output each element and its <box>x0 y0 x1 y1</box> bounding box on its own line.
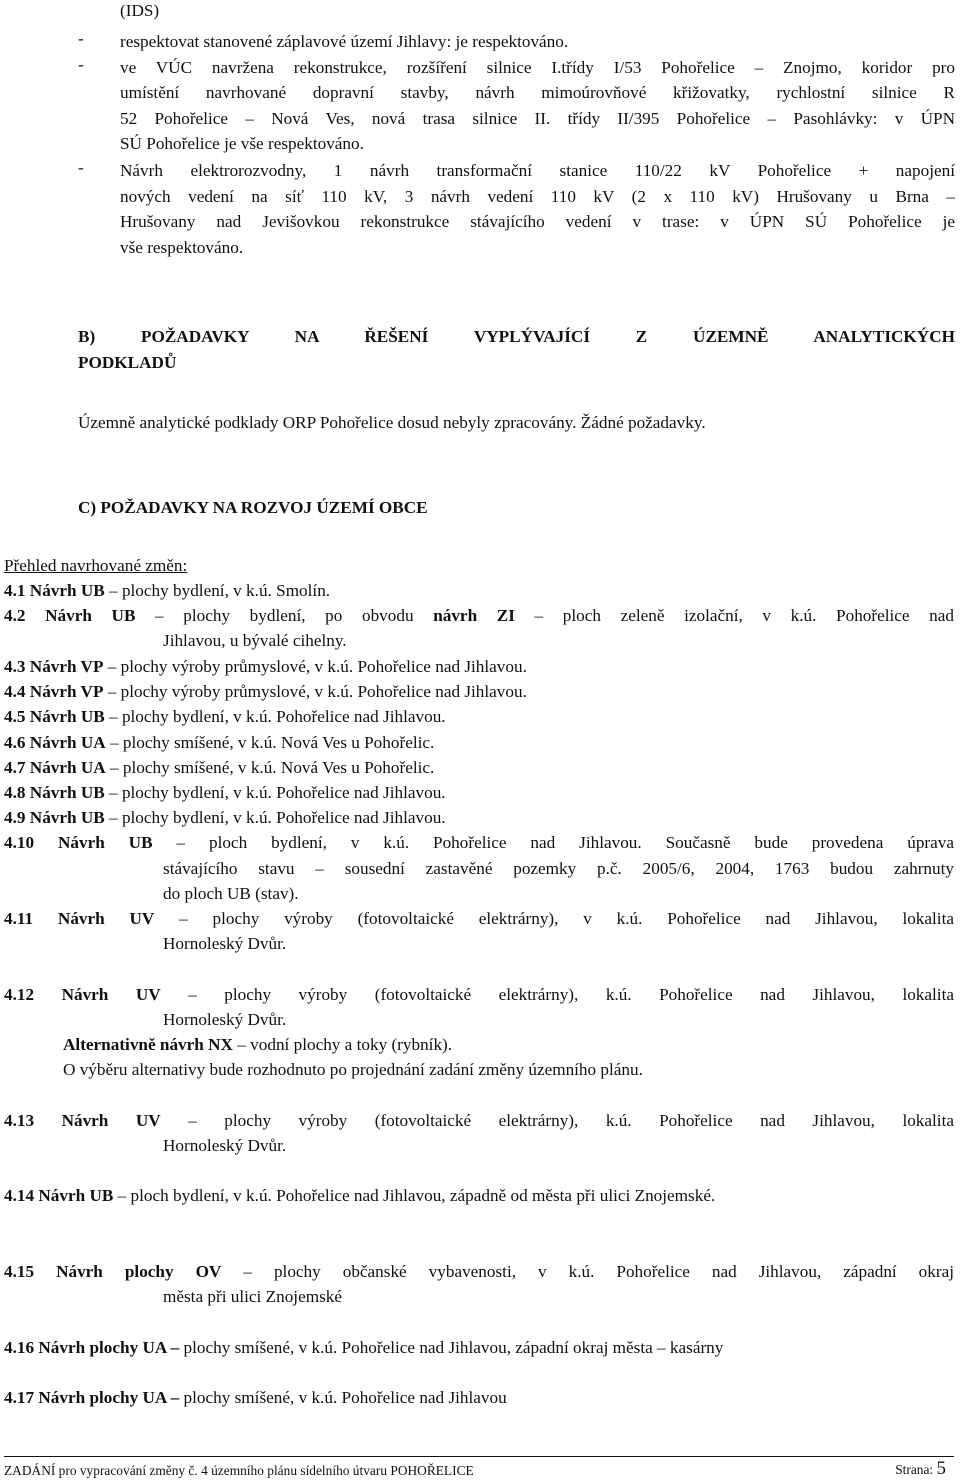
list-item-4-14 <box>4 1183 715 1208</box>
alternative-label: Alternativně návrh NX <box>63 1035 233 1054</box>
item-number: 4.14 Návrh UB <box>4 1186 114 1205</box>
list-item-4-2-cont: Jihlavou, u bývalé cihelny. <box>163 631 347 650</box>
item-number: 4.13 Návrh UV <box>4 1111 161 1130</box>
item-text: – plochy bydlení, v k.ú. Pohořelice nad Jihlavou. <box>104 707 446 726</box>
list-item-4-13-cont: Hornoleský Dvůr. <box>163 1136 287 1155</box>
list-item-4-7 <box>4 755 434 780</box>
list-item-4-16 <box>4 1335 723 1360</box>
section-b-heading-cont: PODKLADŮ <box>78 353 177 372</box>
list-item-4-10-cont-2: do ploch UB (stav). <box>163 884 299 903</box>
item-text: plochy smíšené, v k.ú. Pohořelice nad Jihlavou, západní okraj města – kasárny <box>179 1338 724 1357</box>
list-item-4-10-cont-1: stávajícího stavu – sousední zastavěné pozemky p.č. 2005/6, 2004, 1763 budou zahrnuty <box>163 859 954 878</box>
list-item-4-10 <box>4 830 954 855</box>
item-text: – plochy smíšené, v k.ú. Nová Ves u Pohořelic. <box>105 733 435 752</box>
list-item-4-6 <box>4 730 434 755</box>
footer-title: ZADÁNÍ pro vypracování změny č. 4 územního plánu sídelního útvaru POHOŘELICE <box>4 1463 474 1478</box>
item-text: – ploch bydlení, v k.ú. Pohořelice nad Jihlavou, západně od města při ulici Znojemské. <box>113 1186 716 1205</box>
list-item-4-13 <box>4 1108 954 1133</box>
list-item-4-11-cont: Hornoleský Dvůr. <box>163 934 287 953</box>
alternative-line <box>63 1032 452 1057</box>
item-number: 4.9 Návrh UB <box>4 808 105 827</box>
list-item-4-17 <box>4 1385 507 1410</box>
item-text: – plochy smíšené, v k.ú. Nová Ves u Pohořelic. <box>105 758 435 777</box>
list-item-4-11 <box>4 906 954 931</box>
section-b-text: Územně analytické podklady ORP Pohořelice dosud nebyly zpracovány. Žádné požadavky. <box>78 413 706 432</box>
bullet-power-line-2: nových vedení na síť 110 kV, 3 návrh vedení 110 kV (2 x 110 kV) Hrušovany u Brna – <box>120 187 955 206</box>
item-number: 4.15 Návrh plochy OV <box>4 1262 222 1281</box>
item-number: 4.6 Návrh UA <box>4 733 106 752</box>
item-text: – plochy výroby (fotovoltaické elektrárny), v k.ú. Pohořelice nad Jihlavou, lokalita <box>154 909 954 928</box>
item-number: 4.2 Návrh UB <box>4 606 136 625</box>
footer-rule <box>4 1456 954 1457</box>
item-text: – plochy bydlení, v k.ú. Pohořelice nad Jihlavou. <box>104 783 446 802</box>
page-number: 5 <box>936 1458 946 1479</box>
item-number: 4.7 Návrh UA <box>4 758 106 777</box>
list-item-4-8 <box>4 780 446 805</box>
item-number: 4.8 Návrh UB <box>4 783 105 802</box>
bullet-power-line-1: Návrh elektrorozvodny, 1 návrh transformační stanice 110/22 kV Pohořelice + napojení <box>120 161 955 180</box>
item-text: – ploch bydlení, v k.ú. Pohořelice nad Jihlavou. Současně bude provedena úprava <box>152 833 954 852</box>
item-number: 4.3 Návrh VP <box>4 657 104 676</box>
section-c-heading: C) POŽADAVKY NA ROZVOJ ÚZEMÍ OBCE <box>78 498 428 517</box>
bullet-dash: - <box>78 158 84 177</box>
item-text: – plochy bydlení, v k.ú. Pohořelice nad Jihlavou. <box>104 808 446 827</box>
item-text: – plochy bydlení, v k.ú. Smolín. <box>104 581 331 600</box>
bullet-floodplain: respektovat stanovené záplavové území Jihlavy: je respektováno. <box>120 32 569 51</box>
item-sub-label: návrh ZI <box>433 606 515 625</box>
item-number: 4.12 Návrh UV <box>4 985 161 1004</box>
list-item-4-4 <box>4 679 527 704</box>
item-number: 4.10 Návrh UB <box>4 833 153 852</box>
item-text: – ploch zeleně izolační, v k.ú. Pohořelice nad <box>514 606 954 625</box>
footer-page <box>895 1458 946 1480</box>
alternative-note: O výběru alternativy bude rozhodnuto po projednání zadání změny územního plánu. <box>63 1060 643 1079</box>
list-item-4-9 <box>4 805 446 830</box>
item-number: 4.4 Návrh VP <box>4 682 104 701</box>
item-number: 4.17 Návrh plochy UA – <box>4 1388 180 1407</box>
list-item-4-12-cont: Hornoleský Dvůr. <box>163 1010 287 1029</box>
list-item-4-1 <box>4 578 330 603</box>
bullet-road-line-2: umístění navrhované dopravní stavby, návrh mimoúrovňové křižovatky, rychlostní silnice R <box>120 83 955 102</box>
list-item-4-5 <box>4 704 446 729</box>
item-text: – plochy výroby (fotovoltaické elektrárny), k.ú. Pohořelice nad Jihlavou, lokalita <box>160 985 954 1004</box>
item-text: plochy smíšené, v k.ú. Pohořelice nad Jihlavou <box>179 1388 507 1407</box>
section-b-heading: B) POŽADAVKY NA ŘEŠENÍ VYPLÝVAJÍCÍ Z ÚZEMNĚ ANALYTICKÝCH <box>78 327 955 346</box>
list-item-4-15 <box>4 1259 954 1284</box>
list-item-4-12 <box>4 982 954 1007</box>
page-label: Strana: <box>895 1462 934 1477</box>
item-number: 4.11 Návrh UV <box>4 909 155 928</box>
item-number: 4.5 Návrh UB <box>4 707 105 726</box>
item-text: – plochy výroby (fotovoltaické elektrárny), k.ú. Pohořelice nad Jihlavou, lokalita <box>160 1111 954 1130</box>
item-text: – plochy bydlení, po obvodu <box>135 606 434 625</box>
bullet-power-line-3: Hrušovany nad Jevišovkou rekonstrukce stávajícího vedení v trase: v ÚPN SÚ Pohořelice je <box>120 212 955 231</box>
item-text: – plochy občanské vybavenosti, v k.ú. Pohořelice nad Jihlavou, západní okraj <box>221 1262 954 1281</box>
bullet-dash: - <box>78 55 84 74</box>
bullet-road-line-1: ve VÚC navržena rekonstrukce, rozšíření silnice I.třídy I/53 Pohořelice – Znojmo, koridor pro <box>120 58 955 77</box>
list-item-4-3 <box>4 654 527 679</box>
alternative-text: – vodní plochy a toky (rybník). <box>232 1035 453 1054</box>
item-number: 4.16 Návrh plochy UA – <box>4 1338 180 1357</box>
list-item-4-15-cont: města při ulici Znojemské <box>163 1287 342 1306</box>
item-number: 4.1 Návrh UB <box>4 581 105 600</box>
list-item-4-2 <box>4 603 954 628</box>
bullet-road-line-3: 52 Pohořelice – Nová Ves, nová trasa silnice II. třídy II/395 Pohořelice – Pasohlávky: v ÚPN <box>120 109 955 128</box>
bullet-dash: - <box>78 29 84 48</box>
item-text: – plochy výroby průmyslové, v k.ú. Pohořelice nad Jihlavou. <box>103 657 527 676</box>
bullet-power-line-4: vše respektováno. <box>120 238 244 257</box>
ids-line: (IDS) <box>120 1 160 20</box>
item-text: – plochy výroby průmyslové, v k.ú. Pohořelice nad Jihlavou. <box>103 682 527 701</box>
bullet-road-line-4: SÚ Pohořelice je vše respektováno. <box>120 134 364 153</box>
overview-heading: Přehled navrhované změn: <box>4 556 188 575</box>
